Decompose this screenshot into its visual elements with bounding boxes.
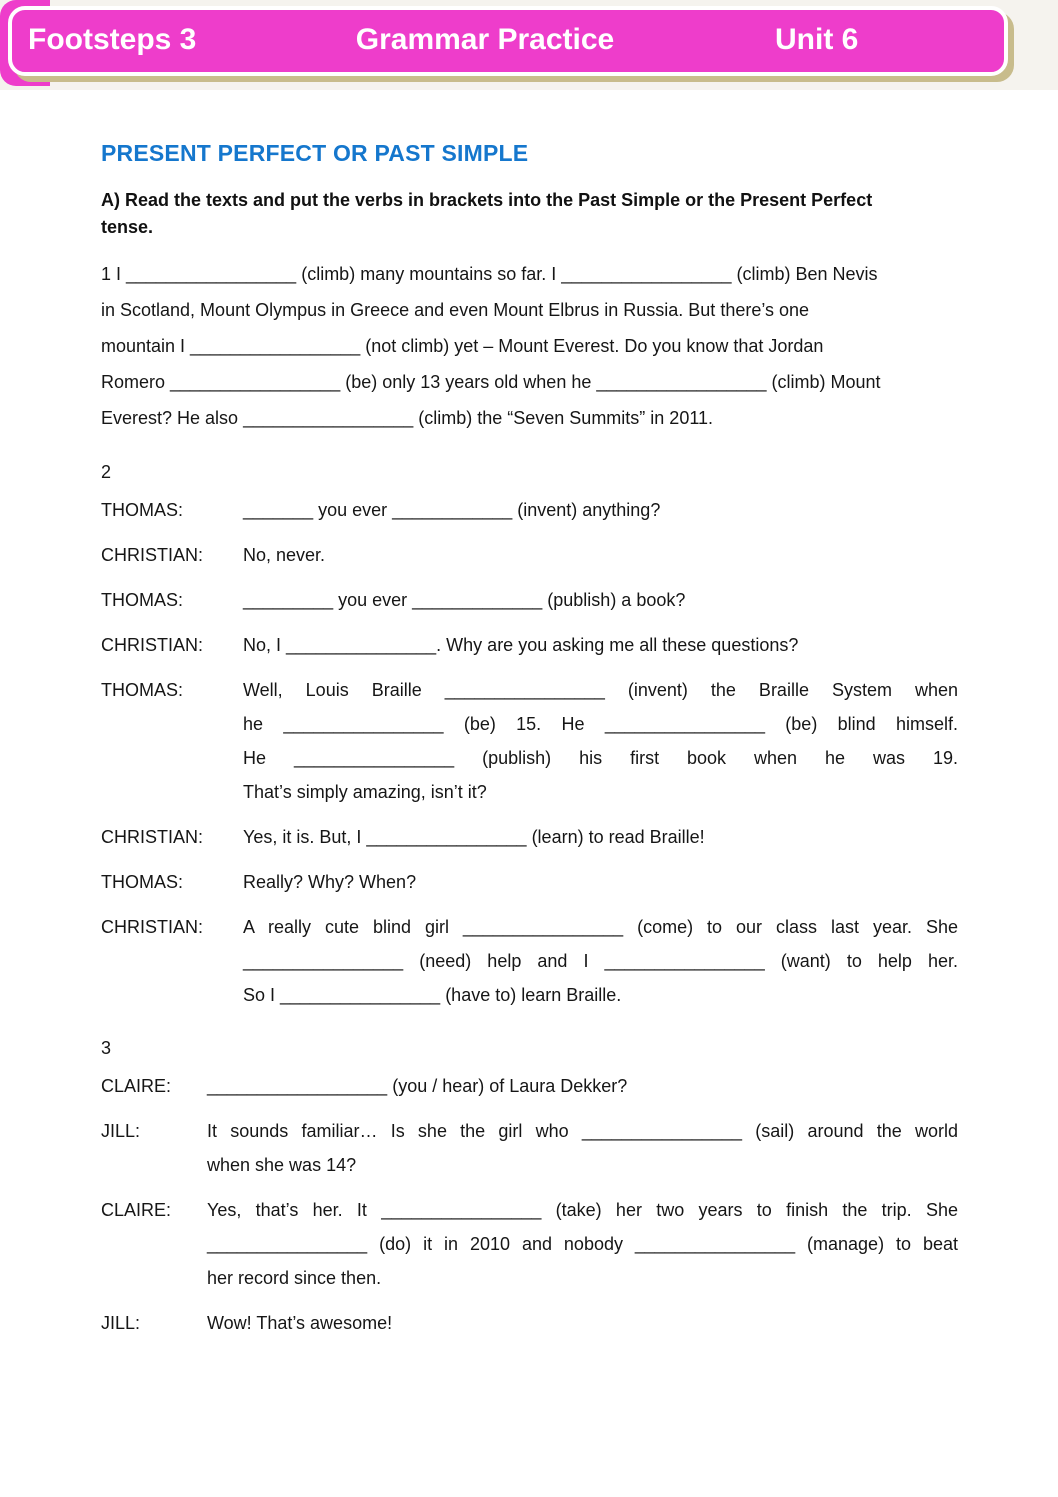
speech bbox=[207, 1306, 958, 1340]
book-title: Footsteps 3 bbox=[28, 23, 197, 56]
dialog-line: It sounds familiar… Is she the girl who ________________ (sail) around the world bbox=[207, 1121, 958, 1141]
dialog-row bbox=[101, 865, 958, 899]
dialog-line: _______ you ever ____________ (invent) anything? bbox=[243, 500, 661, 520]
text-line: Romero _________________ (be) only 13 years old when he _________________ (climb) Mount bbox=[101, 372, 881, 392]
dialog-line: Really? Why? When? bbox=[243, 872, 417, 892]
speaker-label: CHRISTIAN: bbox=[101, 827, 204, 847]
dialog-line: That’s simply amazing, isn’t it? bbox=[243, 782, 487, 802]
speaker-label: JILL: bbox=[101, 1313, 141, 1333]
instruction-line: A) Read the texts and put the verbs in brackets into the Past Simple or the Present Perfect bbox=[101, 190, 873, 210]
dialog-row bbox=[101, 820, 958, 854]
text-line: mountain I _________________ (not climb) yet – Mount Everest. Do you know that Jordan bbox=[101, 336, 824, 356]
dialog-line: Wow! That’s awesome! bbox=[207, 1313, 393, 1333]
exercise-heading: PRESENT PERFECT OR PAST SIMPLE bbox=[101, 140, 529, 166]
speech bbox=[243, 910, 958, 1012]
dialog-row bbox=[101, 583, 958, 617]
speech bbox=[243, 493, 958, 527]
dialog-line: when she was 14? bbox=[207, 1155, 357, 1175]
unit-label: Unit 6 bbox=[775, 23, 859, 56]
dialog-line: No, never. bbox=[243, 545, 326, 565]
text-line: 1 I _________________ (climb) many mountains so far. I _________________ (climb) Ben Nevis bbox=[101, 264, 878, 284]
dialog-line: A really cute blind girl ________________ (come) to our class last year. She bbox=[243, 917, 958, 937]
speaker-label: JILL: bbox=[101, 1121, 141, 1141]
speaker-label: THOMAS: bbox=[101, 872, 184, 892]
text-line: in Scotland, Mount Olympus in Greece and even Mount Elbrus in Russia. But there’s one bbox=[101, 300, 810, 320]
speech bbox=[243, 673, 958, 809]
speaker-label: CHRISTIAN: bbox=[101, 635, 204, 655]
speech bbox=[207, 1193, 958, 1295]
speaker-label: CHRISTIAN: bbox=[101, 917, 204, 937]
dialog-row bbox=[101, 910, 958, 1012]
speaker-label: CLAIRE: bbox=[101, 1076, 172, 1096]
speaker-label: CHRISTIAN: bbox=[101, 545, 204, 565]
speech bbox=[243, 583, 958, 617]
speaker-label: THOMAS: bbox=[101, 590, 184, 610]
dialog-row bbox=[101, 1306, 958, 1340]
speech bbox=[243, 628, 958, 662]
dialog-line: No, I _______________. Why are you asking me all these questions? bbox=[243, 635, 799, 655]
text-1 bbox=[101, 256, 958, 436]
dialog-line: he ________________ (be) 15. He ________________ (be) blind himself. bbox=[243, 714, 958, 734]
text-2-number: 2 bbox=[101, 462, 112, 482]
dialog-line: her record since then. bbox=[207, 1268, 382, 1288]
instruction-line: tense. bbox=[101, 217, 154, 237]
dialog-row bbox=[101, 1069, 958, 1103]
text-line: Everest? He also _________________ (climb) the “Seven Summits” in 2011. bbox=[101, 408, 714, 428]
speaker-label: THOMAS: bbox=[101, 680, 184, 700]
dialog-line: He ________________ (publish) his first book when he was 19. bbox=[243, 748, 958, 768]
speech bbox=[207, 1114, 958, 1182]
dialog-line: _________ you ever _____________ (publish) a book? bbox=[243, 590, 686, 610]
dialog-row bbox=[101, 628, 958, 662]
dialog-row bbox=[101, 1114, 958, 1182]
dialog-line: ________________ (need) help and I ________________ (want) to help her. bbox=[243, 951, 958, 971]
dialog-row bbox=[101, 673, 958, 809]
worksheet-content bbox=[101, 140, 958, 1351]
speech bbox=[243, 865, 958, 899]
dialog-row bbox=[101, 493, 958, 527]
dialog-line: So I ________________ (have to) learn Braille. bbox=[243, 985, 622, 1005]
dialog-line: Well, Louis Braille ________________ (invent) the Braille System when bbox=[243, 680, 958, 700]
section-title: Grammar Practice bbox=[355, 23, 615, 56]
text-3-number: 3 bbox=[101, 1038, 112, 1058]
dialog-row bbox=[101, 1193, 958, 1295]
header-banner bbox=[8, 6, 1008, 76]
dialog-line: Yes, that’s her. It ________________ (take) her two years to finish the trip. She bbox=[207, 1200, 958, 1220]
instruction-text bbox=[101, 187, 958, 241]
speaker-label: THOMAS: bbox=[101, 500, 184, 520]
dialog-line: ________________ (do) it in 2010 and nobody ________________ (manage) to beat bbox=[207, 1234, 958, 1254]
speech bbox=[243, 820, 958, 854]
speech bbox=[207, 1069, 958, 1103]
speaker-label: CLAIRE: bbox=[101, 1200, 172, 1220]
dialog-line: __________________ (you / hear) of Laura Dekker? bbox=[207, 1076, 628, 1096]
dialog-row bbox=[101, 538, 958, 572]
dialog-line: Yes, it is. But, I ________________ (learn) to read Braille! bbox=[243, 827, 705, 847]
speech bbox=[243, 538, 958, 572]
